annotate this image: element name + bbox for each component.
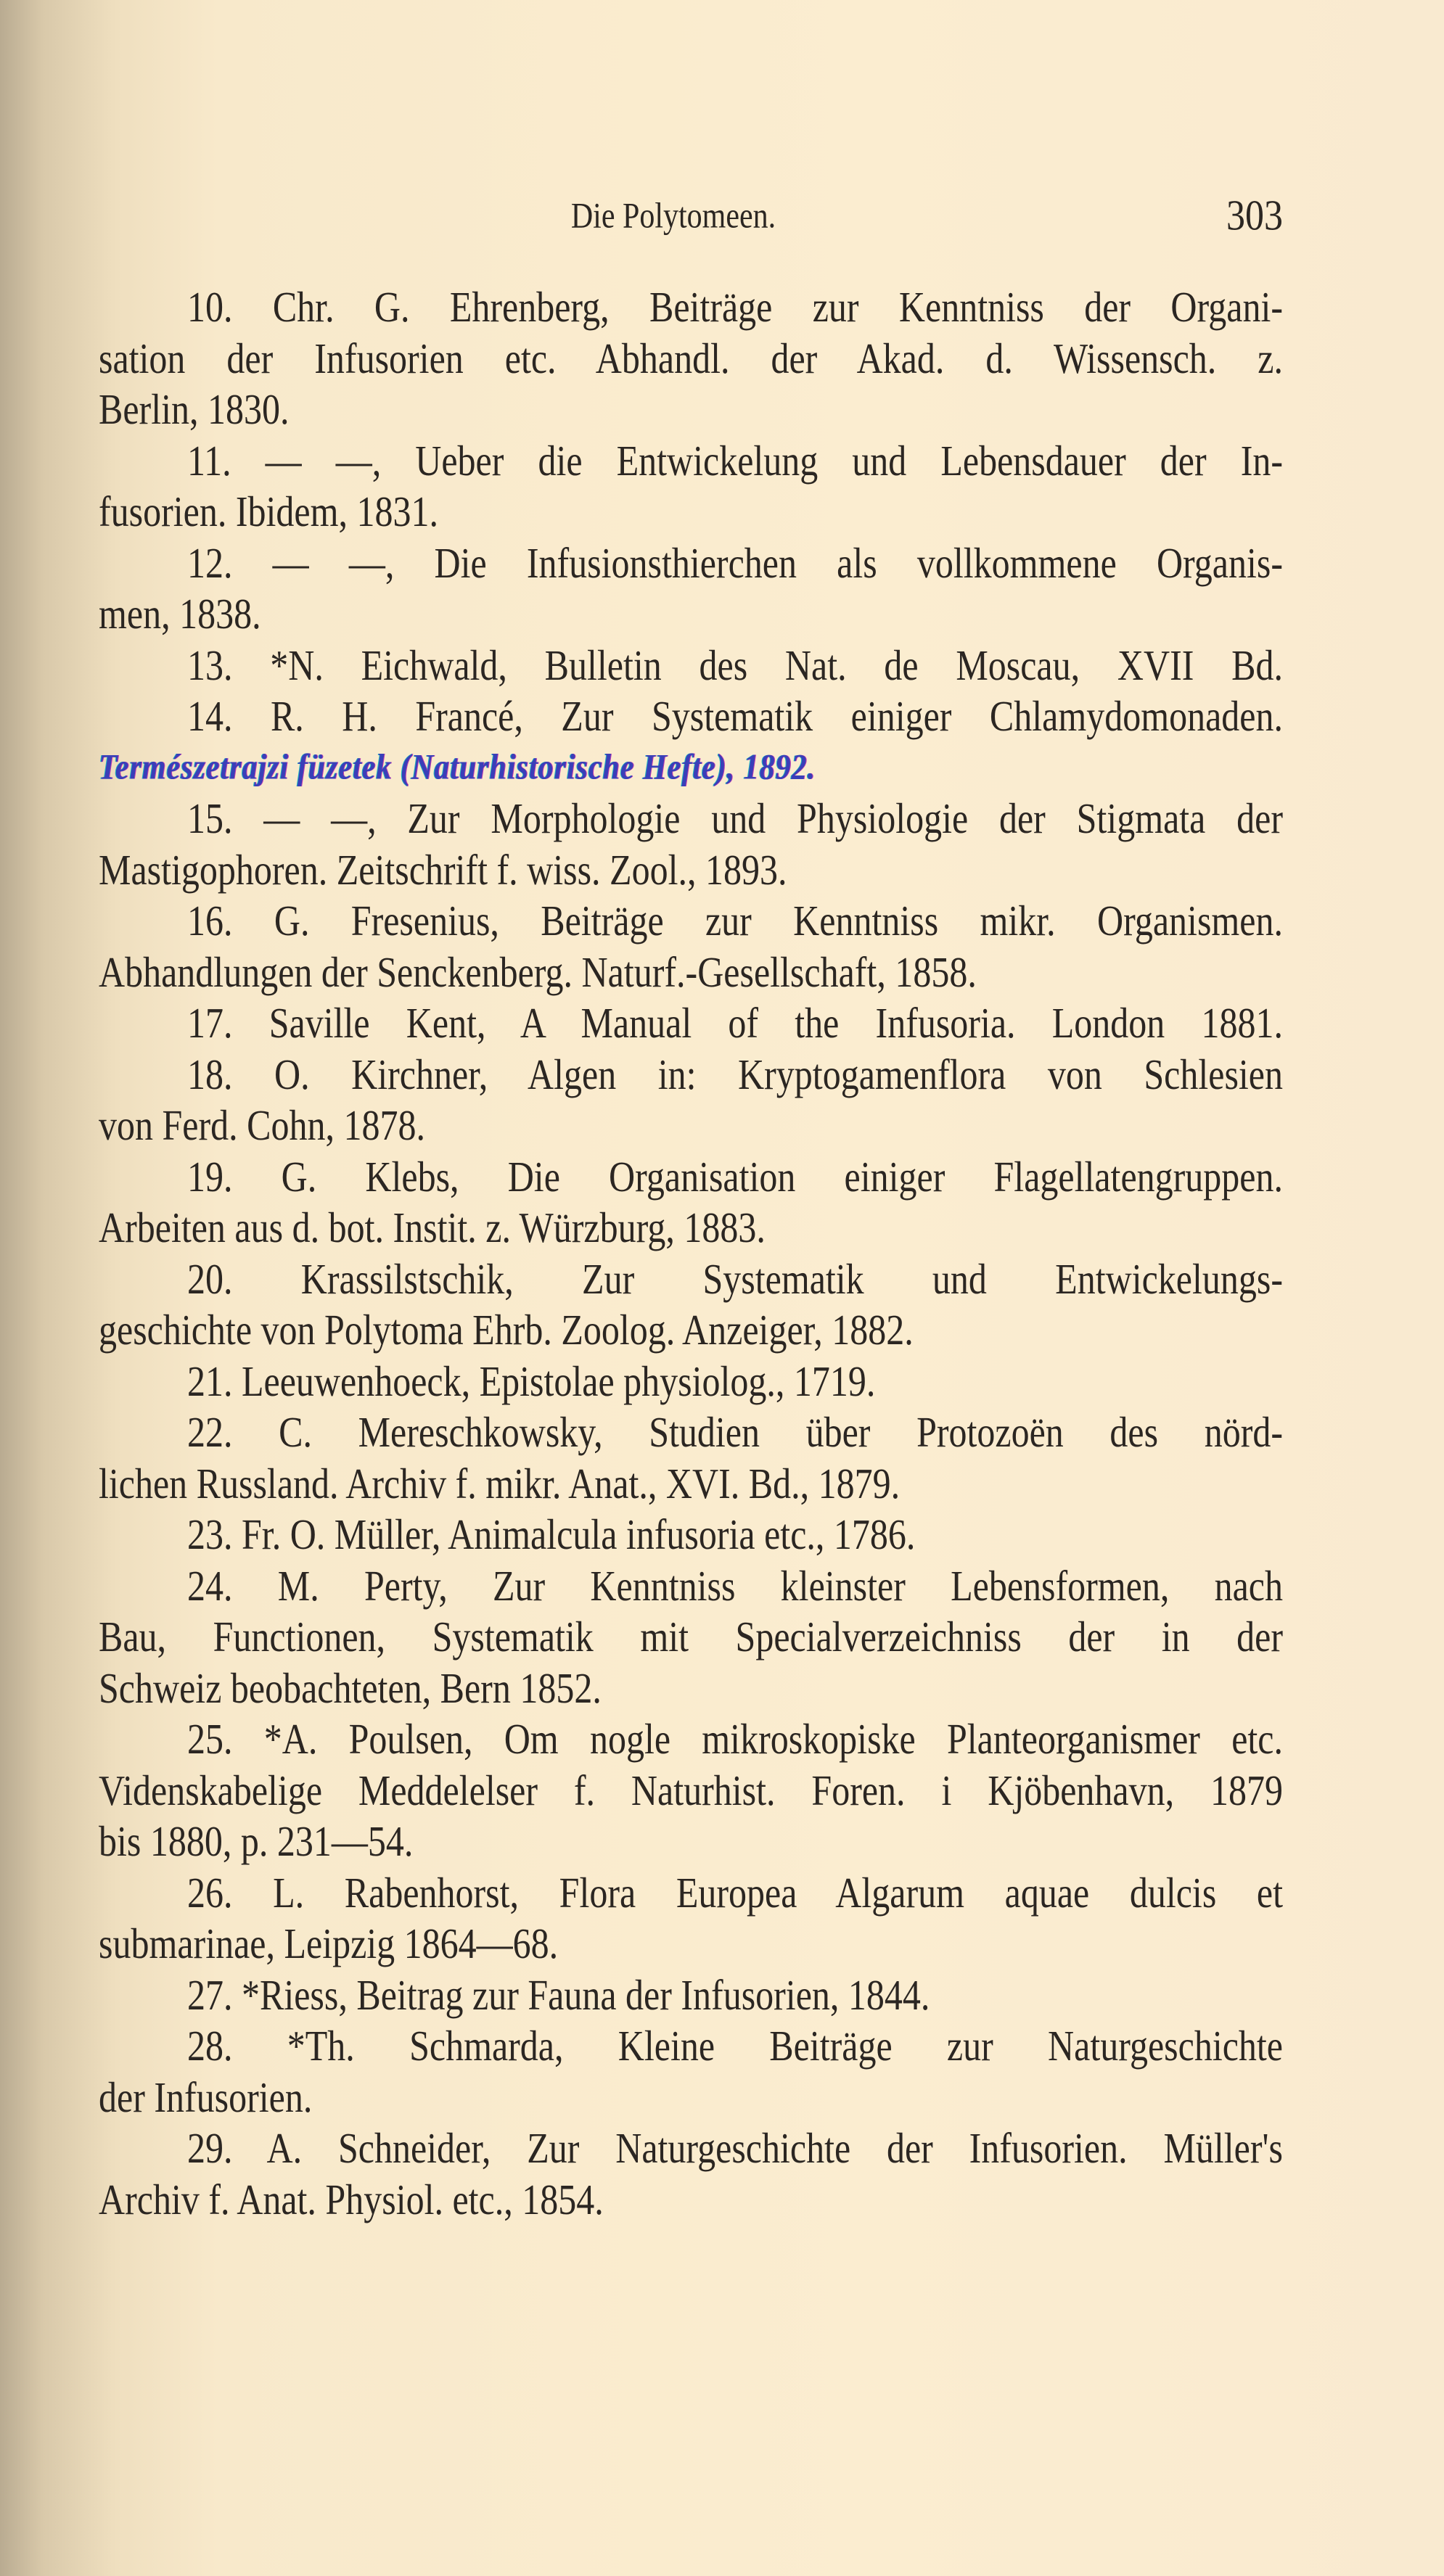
bibliography-entry-line: 27. *Riess, Beitrag zur Fauna der Infusorien, 1844. — [187, 1970, 930, 2019]
running-head-title: Die Polytomeen. — [570, 196, 776, 236]
bibliography-continuation-line: submarinae, Leipzig 1864—68. — [99, 1919, 559, 1967]
bibliography-entry-line: 14. R. H. Francé, Zur Systematik einiger Chlamydomonaden. — [187, 691, 1283, 740]
bibliography-entry-line: 29. A. Schneider, Zur Naturgeschichte der Infusorien. Müller's — [187, 2123, 1283, 2172]
bibliography-continuation-line: Berlin, 1830. — [99, 384, 290, 433]
bibliography-entry-line: 11. — —, Ueber die Entwickelung und Lebensdauer der In- — [187, 436, 1283, 485]
bibliography-entry-line: 17. Saville Kent, A Manual of the Infusoria. London 1881. — [187, 998, 1283, 1047]
bibliography-entry-line: 15. — —, Zur Morphologie und Physiologie der Stigmata der — [187, 794, 1283, 842]
bibliography-entry-line: 25. *A. Poulsen, Om nogle mikroskopiske Planteorganismer etc. — [187, 1714, 1283, 1763]
bibliography-entry-line: 13. *N. Eichwald, Bulletin des Nat. de Moscau, XVII Bd. — [187, 641, 1283, 689]
bibliography-continuation-line: Videnskabelige Meddelelser f. Naturhist. Foren. i Kjöbenhavn, 1879 — [99, 1766, 1283, 1814]
bibliography-continuation-line: men, 1838. — [99, 589, 261, 638]
bibliography-entry-line: 26. L. Rabenhorst, Flora Europea Algarum aquae dulcis et — [187, 1868, 1283, 1917]
bibliography-entry-line: 10. Chr. G. Ehrenberg, Beiträge zur Kenntniss der Organi- — [187, 282, 1283, 331]
bibliography-entry-line: 19. G. Klebs, Die Organisation einiger Flagellatengruppen. — [187, 1152, 1283, 1201]
bibliography-entry-line: 28. *Th. Schmarda, Kleine Beiträge zur Naturgeschichte — [187, 2021, 1283, 2070]
bibliography-continuation-line: lichen Russland. Archiv f. mikr. Anat., XVI. Bd., 1879. — [99, 1459, 901, 1507]
bibliography-continuation-line: von Ferd. Cohn, 1878. — [99, 1100, 425, 1149]
bibliography-entry-line: 12. — —, Die Infusionsthierchen als vollkommene Organis- — [187, 538, 1283, 587]
bibliography-continuation-line: fusorien. Ibidem, 1831. — [99, 487, 438, 535]
bibliography-entry-line: 16. G. Fresenius, Beiträge zur Kenntniss mikr. Organismen. — [187, 896, 1283, 945]
bibliography-continuation-line: Schweiz beobachteten, Bern 1852. — [99, 1663, 602, 1712]
bibliography-continuation-line: Bau, Functionen, Systematik mit Specialverzeichniss der in der — [99, 1612, 1283, 1661]
bibliography-entry-line: 21. Leeuwenhoeck, Epistolae physiolog., 1719. — [187, 1357, 876, 1405]
bibliography-continuation-line: Arbeiten aus d. bot. Instit. z. Würzburg, 1883. — [99, 1203, 766, 1251]
bibliography-continuation-line: Természetrajzi füzetek (Naturhistorische Hefte), 1892. — [99, 747, 816, 787]
bibliography-list — [99, 281, 1283, 2225]
bibliography-entry-line: 23. Fr. O. Müller, Animalcula infusoria etc., 1786. — [187, 1510, 916, 1558]
bibliography-entry-line: 24. M. Perty, Zur Kenntniss kleinster Lebensformen, nach — [187, 1561, 1283, 1610]
bibliography-continuation-line: geschichte von Polytoma Ehrb. Zoolog. Anzeiger, 1882. — [99, 1305, 914, 1354]
bibliography-entry-line: 20. Krassilstschik, Zur Systematik und Entwickelungs- — [187, 1254, 1283, 1303]
bibliography-continuation-line: bis 1880, p. 231—54. — [99, 1816, 414, 1865]
bibliography-entry-line: 22. C. Mereschkowsky, Studien über Protozoën des nörd- — [187, 1407, 1283, 1456]
bibliography-continuation-line: Mastigophoren. Zeitschrift f. wiss. Zool., 1893. — [99, 845, 787, 894]
bibliography-continuation-line: sation der Infusorien etc. Abhandl. der Akad. d. Wissensch. z. — [99, 334, 1283, 382]
bibliography-continuation-line: Archiv f. Anat. Physiol. etc., 1854. — [99, 2175, 604, 2223]
bibliography-continuation-line: Abhandlungen der Senckenberg. Naturf.-Gesellschaft, 1858. — [99, 947, 977, 996]
bibliography-entry-line: 18. O. Kirchner, Algen in: Kryptogamenflora von Schlesien — [187, 1050, 1283, 1098]
page-number: 303 — [1226, 192, 1283, 240]
bibliography-continuation-line: der Infusorien. — [99, 2073, 313, 2121]
